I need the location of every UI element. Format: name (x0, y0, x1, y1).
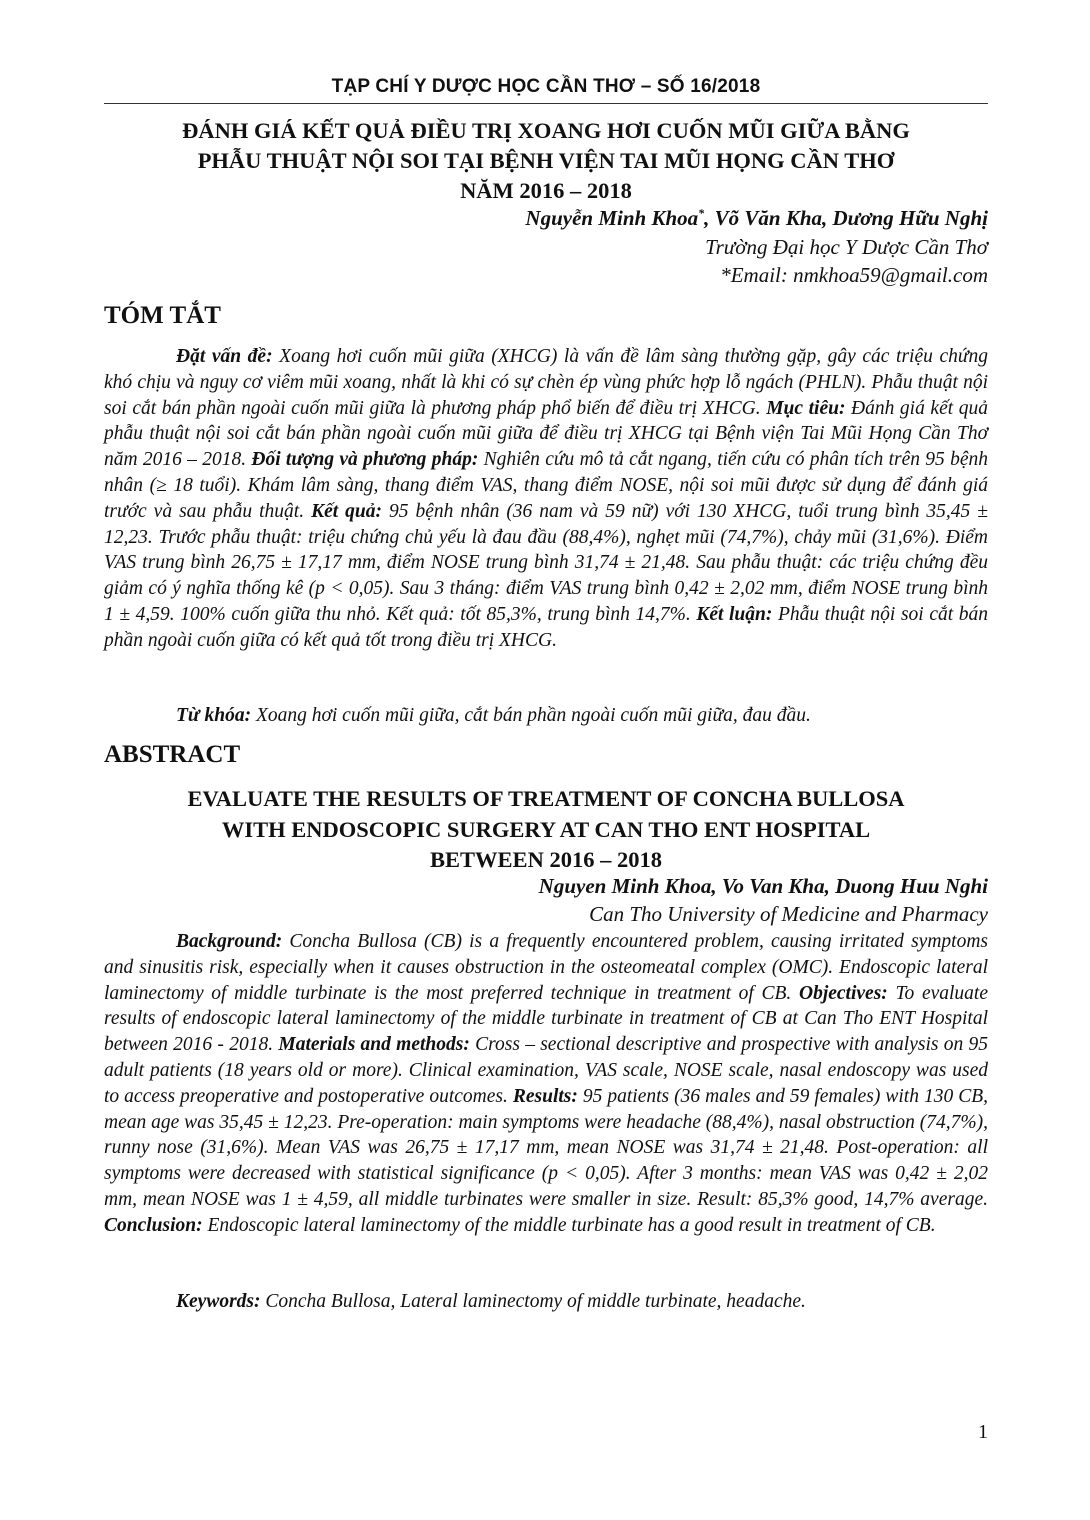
english-abstract (104, 929, 988, 1239)
keywords-text: Xoang hơi cuốn mũi giữa, cắt bán phần ngoài cuốn mũi giữa, đau đầu. (251, 705, 811, 726)
vietnamese-authors (104, 206, 988, 231)
abstract-label: Objectives: (798, 982, 888, 1004)
english-title-line: BETWEEN 2016 – 2018 (430, 847, 662, 872)
abstract-label: Results: (512, 1085, 578, 1107)
english-title-line: EVALUATE THE RESULTS OF TREATMENT OF CONCHA BULLOSA (187, 786, 905, 811)
vietnamese-abstract (104, 344, 988, 654)
abstract-label: Kết luận: (696, 603, 773, 625)
keywords-label: Từ khóa: (176, 705, 252, 726)
vietnamese-section-title: TÓM TẮT (104, 302, 221, 329)
abstract-label: Background: (176, 931, 283, 952)
abstract-label: Kết quả: (311, 500, 382, 522)
abstract-text: 95 bệnh nhân (36 nam và 59 nữ) với 130 XHCG, tuổi trung bình 35,45 ± 12,23. Trước phẫu thuật: triệu chứng chủ yếu là đau đầu (88,4%), nghẹt mũi (74,7%), chảy mũi (31,6%). Điểm VAS trung bình 26,75 ± 17,17 mm, điểm NOSE trung bình 31,74 ± 21,48. Sau phẫu thuật: các triệu chứng đều giảm có ý nghĩa thống kê (p < 0,05). Sau 3 tháng: điểm VAS trung bình 0,42 ± 2,02 mm, điểm NOSE trung bình 1 ± 4,59. 100% cuốn giữa thu nhỏ. Kết quả: tốt 85,3%, trung bình 14,7%. (104, 500, 988, 625)
vietnamese-keywords (104, 703, 988, 729)
english-keywords (104, 1289, 988, 1315)
header-rule (104, 103, 988, 104)
abstract-label: Materials and methods: (278, 1034, 470, 1056)
english-title (104, 784, 988, 876)
paper-page (104, 0, 988, 1520)
first-author: Nguyễn Minh Khoa (525, 206, 699, 230)
abstract-label: Conclusion: (104, 1214, 203, 1236)
abstract-text: Nghiên cứu mô tả cắt ngang, tiến cứu có phân tích trên 95 bệnh nhân (≥ 18 tuổi). Khám lâm sàng, thang điểm VAS, thang điểm NOSE, nội soi mũi được sử dụng để đánh giá trước và sau phẫu thuật. (104, 449, 988, 522)
abstract-label: Đối tượng và phương pháp: (251, 449, 479, 471)
abstract-label: Mục tiêu: (766, 397, 846, 419)
page-number: 1 (978, 1421, 988, 1443)
abstract-text: Xoang hơi cuốn mũi giữa (XHCG) là vấn đề lâm sàng thường gặp, gây các triệu chứng khó chịu và nguy cơ viêm mũi xoang, nhất là khi có sự chèn ép vùng phức hợp lỗ ngách (PHLN). Phẫu thuật nội soi cắt bán phần ngoài cuốn mũi giữa là phương pháp phổ biến để điều trị XHCG. (104, 346, 988, 419)
vietnamese-title-line: NĂM 2016 – 2018 (460, 178, 632, 203)
corresponding-email: *Email: nmkhoa59@gmail.com (720, 263, 988, 287)
abstract-text: Phẫu thuật nội soi cắt bán phần ngoài cuốn giữa có kết quả tốt trong điều trị XHCG. (104, 603, 988, 651)
english-authors: Nguyen Minh Khoa, Vo Van Kha, Duong Huu Nghi (538, 874, 988, 898)
vietnamese-title-line: ĐÁNH GIÁ KẾT QUẢ ĐIỀU TRỊ XOANG HƠI CUỐN MŨI GIỮA BẰNG (182, 118, 910, 143)
vietnamese-title-line: PHẪU THUẬT NỘI SOI TẠI BỆNH VIỆN TAI MŨI HỌNG CẦN THƠ (197, 148, 895, 173)
english-affiliation: Can Tho University of Medicine and Pharmacy (589, 902, 988, 926)
keywords-label: Keywords: (176, 1291, 261, 1312)
other-authors: , Võ Văn Kha, Dương Hữu Nghị (704, 206, 988, 230)
abstract-text: Đánh giá kết quả phẫu thuật nội soi cắt bán phần ngoài cuốn mũi giữa để điều trị XHCG tại Bệnh viện Tai Mũi Họng Cần Thơ năm 2016 – 2018. (104, 397, 988, 471)
abstract-text: To evaluate results of endoscopic lateral laminectomy of the middle turbinate in treatment of CB at Can Tho ENT Hospital between 2016 - 2018. (104, 982, 988, 1056)
keywords-text: Concha Bullosa, Lateral laminectomy of middle turbinate, headache. (260, 1291, 806, 1312)
corresponding-author-mark: * (698, 206, 705, 220)
abstract-text: Endoscopic lateral laminectomy of the middle turbinate has a good result in treatment of CB. (202, 1214, 936, 1236)
abstract-text: Cross – sectional descriptive and prospective with analysis on 95 adult patients (18 years old or more). Clinical examination, VAS scale, NOSE scale, nasal endoscopy was used to access preoperative and postoperative outcomes. (104, 1034, 988, 1107)
abstract-text: 95 patients (36 males and 59 females) with 130 CB, mean age was 35,45 ± 12,23. Pre-operation: main symptoms were headache (88,4%), nasal obstruction (74,7%), runny nose (31,6%). Mean VAS was 26,75 ± 17,17 mm, mean NOSE was 31,74 ± 21,48. Post-operation: all symptoms were decreased with statistical significance (p < 0,05). After 3 months: mean VAS was 0,42 ± 2,02 mm, mean NOSE was 1 ± 4,59, all middle turbinates were smaller in size. Result: 85,3% good, 14,7% average. (104, 1085, 988, 1210)
vietnamese-affiliation: Trường Đại học Y Dược Cần Thơ (705, 235, 988, 259)
english-title-line: WITH ENDOSCOPIC SURGERY AT CAN THO ENT HOSPITAL (221, 816, 871, 842)
english-section-title: ABSTRACT (104, 741, 241, 768)
journal-header: TẠP CHÍ Y DƯỢC HỌC CẦN THƠ – SỐ 16/2018 (331, 76, 761, 97)
vietnamese-title (104, 116, 988, 206)
abstract-label: Đặt vấn đề: (176, 346, 273, 367)
abstract-text: Concha Bullosa (CB) is a frequently encountered problem, causing irritated symptoms and sinusitis risk, especially when it causes obstruction in the osteomeatal complex (OMC). Endoscopic lateral laminectomy of middle turbinate is the most preferred technique in treatment of CB. (104, 931, 988, 1004)
